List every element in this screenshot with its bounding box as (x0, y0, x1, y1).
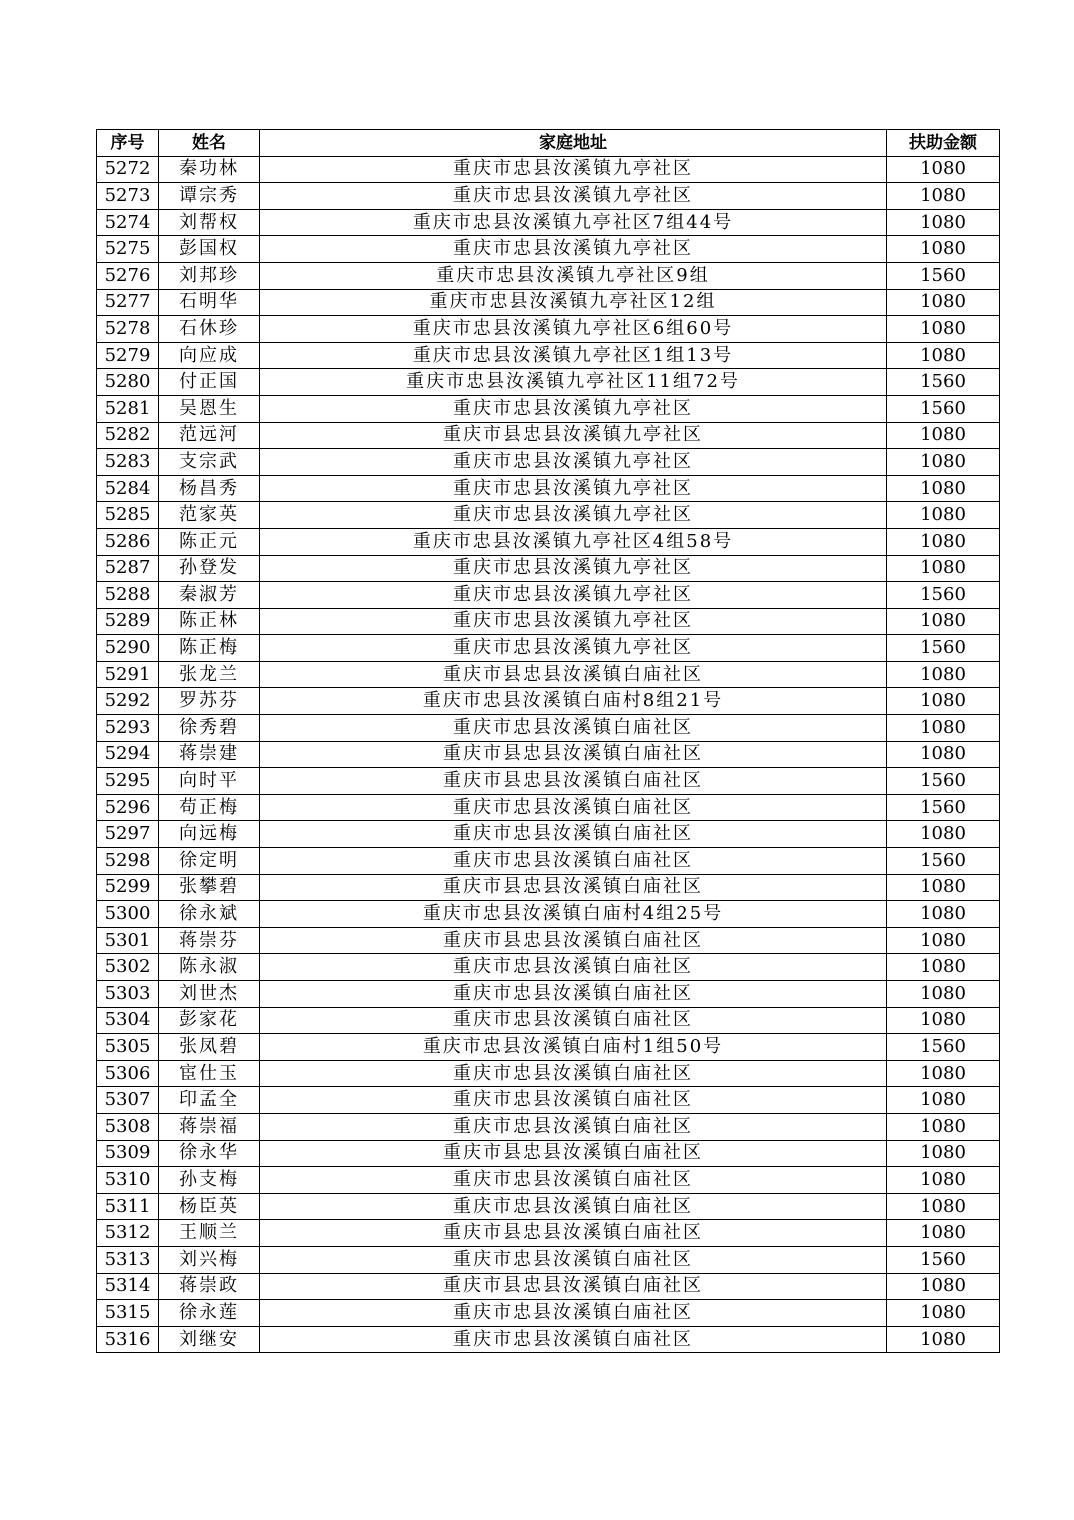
table-body (97, 156, 1000, 1353)
table-row (97, 1113, 1000, 1140)
amount-cell: 1080 (887, 502, 1000, 529)
name-cell: 蒋崇福 (159, 1113, 260, 1140)
serial-number-cell: 5302 (97, 954, 159, 981)
serial-number-cell: 5305 (97, 1034, 159, 1061)
name-cell: 付正国 (159, 369, 260, 396)
amount-cell: 1080 (887, 528, 1000, 555)
name-cell: 孙登发 (159, 555, 260, 582)
serial-number-cell: 5313 (97, 1246, 159, 1273)
amount-cell: 1080 (887, 1140, 1000, 1167)
amount-cell: 1560 (887, 262, 1000, 289)
name-cell: 陈永淑 (159, 954, 260, 981)
name-cell: 石休珍 (159, 316, 260, 343)
address-cell: 重庆市县忠县汝溪镇白庙社区 (260, 741, 887, 768)
table-row (97, 209, 1000, 236)
amount-cell: 1080 (887, 608, 1000, 635)
name-cell: 秦淑芳 (159, 582, 260, 609)
name-cell: 徐永华 (159, 1140, 260, 1167)
serial-number-cell: 5296 (97, 794, 159, 821)
name-cell: 徐秀碧 (159, 715, 260, 742)
amount-cell: 1080 (887, 1007, 1000, 1034)
address-cell: 重庆市忠县汝溪镇九亭社区12组 (260, 289, 887, 316)
assistance-table (96, 129, 1000, 1353)
name-cell: 吴恩生 (159, 395, 260, 422)
amount-cell: 1080 (887, 475, 1000, 502)
table-row (97, 715, 1000, 742)
address-cell: 重庆市忠县汝溪镇白庙社区 (260, 1007, 887, 1034)
address-cell: 重庆市忠县汝溪镇白庙社区 (260, 1060, 887, 1087)
table-row (97, 874, 1000, 901)
address-cell: 重庆市忠县汝溪镇九亭社区 (260, 608, 887, 635)
table-row (97, 342, 1000, 369)
address-cell: 重庆市忠县汝溪镇九亭社区 (260, 635, 887, 662)
amount-cell: 1080 (887, 1220, 1000, 1247)
name-cell: 陈正梅 (159, 635, 260, 662)
address-cell: 重庆市忠县汝溪镇白庙社区 (260, 1326, 887, 1353)
table-row (97, 528, 1000, 555)
serial-number-cell: 5304 (97, 1007, 159, 1034)
serial-number-cell: 5309 (97, 1140, 159, 1167)
amount-cell: 1080 (887, 1087, 1000, 1114)
name-cell: 陈正元 (159, 528, 260, 555)
address-cell: 重庆市县忠县汝溪镇白庙社区 (260, 927, 887, 954)
table-row (97, 608, 1000, 635)
amount-cell: 1080 (887, 183, 1000, 210)
serial-number-cell: 5282 (97, 422, 159, 449)
name-cell: 谭宗秀 (159, 183, 260, 210)
serial-number-cell: 5311 (97, 1193, 159, 1220)
table-row (97, 1167, 1000, 1194)
name-cell: 向应成 (159, 342, 260, 369)
name-cell: 王顺兰 (159, 1220, 260, 1247)
serial-number-cell: 5288 (97, 582, 159, 609)
name-cell: 刘兴梅 (159, 1246, 260, 1273)
address-cell: 重庆市忠县汝溪镇九亭社区 (260, 236, 887, 263)
name-cell: 向时平 (159, 768, 260, 795)
table-row (97, 688, 1000, 715)
amount-cell: 1080 (887, 342, 1000, 369)
name-cell: 孙支梅 (159, 1167, 260, 1194)
serial-number-cell: 5310 (97, 1167, 159, 1194)
name-cell: 刘帮权 (159, 209, 260, 236)
address-cell: 重庆市忠县汝溪镇九亭社区 (260, 156, 887, 183)
serial-number-cell: 5280 (97, 369, 159, 396)
table-row (97, 1300, 1000, 1327)
address-cell: 重庆市忠县汝溪镇白庙社区 (260, 821, 887, 848)
name-cell: 支宗武 (159, 449, 260, 476)
table-row (97, 901, 1000, 928)
name-cell: 范家英 (159, 502, 260, 529)
address-cell: 重庆市忠县汝溪镇九亭社区6组60号 (260, 316, 887, 343)
table-row (97, 156, 1000, 183)
address-cell: 重庆市忠县汝溪镇白庙村4组25号 (260, 901, 887, 928)
address-cell: 重庆市县忠县汝溪镇白庙社区 (260, 1220, 887, 1247)
amount-cell: 1080 (887, 927, 1000, 954)
address-cell: 重庆市忠县汝溪镇九亭社区9组 (260, 262, 887, 289)
table-row (97, 316, 1000, 343)
serial-number-cell: 5303 (97, 981, 159, 1008)
name-cell: 向远梅 (159, 821, 260, 848)
table-row (97, 369, 1000, 396)
amount-cell: 1560 (887, 768, 1000, 795)
address-cell: 重庆市忠县汝溪镇白庙社区 (260, 1246, 887, 1273)
serial-number-cell: 5277 (97, 289, 159, 316)
amount-cell: 1080 (887, 1113, 1000, 1140)
name-cell: 宦仕玉 (159, 1060, 260, 1087)
table-row (97, 661, 1000, 688)
serial-number-cell: 5307 (97, 1087, 159, 1114)
serial-number-cell: 5298 (97, 848, 159, 875)
address-cell: 重庆市忠县汝溪镇白庙社区 (260, 981, 887, 1008)
serial-number-cell: 5294 (97, 741, 159, 768)
table-row (97, 741, 1000, 768)
serial-number-cell: 5274 (97, 209, 159, 236)
amount-cell: 1080 (887, 422, 1000, 449)
address-cell: 重庆市县忠县汝溪镇白庙社区 (260, 1273, 887, 1300)
table-row (97, 954, 1000, 981)
serial-number-cell: 5308 (97, 1113, 159, 1140)
address-cell: 重庆市忠县汝溪镇九亭社区 (260, 183, 887, 210)
address-cell: 重庆市忠县汝溪镇白庙社区 (260, 715, 887, 742)
name-cell: 彭家花 (159, 1007, 260, 1034)
serial-number-cell: 5285 (97, 502, 159, 529)
serial-number-cell: 5279 (97, 342, 159, 369)
serial-number-cell: 5292 (97, 688, 159, 715)
name-cell: 彭国权 (159, 236, 260, 263)
header-home-address: 家庭地址 (260, 130, 887, 157)
name-cell: 刘邦珍 (159, 262, 260, 289)
table-row (97, 1273, 1000, 1300)
name-cell: 石明华 (159, 289, 260, 316)
table-row (97, 1140, 1000, 1167)
serial-number-cell: 5314 (97, 1273, 159, 1300)
address-cell: 重庆市忠县汝溪镇九亭社区1组13号 (260, 342, 887, 369)
serial-number-cell: 5289 (97, 608, 159, 635)
serial-number-cell: 5299 (97, 874, 159, 901)
amount-cell: 1560 (887, 582, 1000, 609)
serial-number-cell: 5315 (97, 1300, 159, 1327)
address-cell: 重庆市忠县汝溪镇白庙社区 (260, 1167, 887, 1194)
serial-number-cell: 5276 (97, 262, 159, 289)
name-cell: 印孟全 (159, 1087, 260, 1114)
address-cell: 重庆市县忠县汝溪镇白庙社区 (260, 874, 887, 901)
amount-cell: 1560 (887, 1034, 1000, 1061)
address-cell: 重庆市忠县汝溪镇白庙社区 (260, 1300, 887, 1327)
serial-number-cell: 5273 (97, 183, 159, 210)
serial-number-cell: 5272 (97, 156, 159, 183)
address-cell: 重庆市忠县汝溪镇白庙社区 (260, 954, 887, 981)
table-row (97, 794, 1000, 821)
serial-number-cell: 5293 (97, 715, 159, 742)
amount-cell: 1560 (887, 395, 1000, 422)
name-cell: 张凤碧 (159, 1034, 260, 1061)
name-cell: 陈正林 (159, 608, 260, 635)
serial-number-cell: 5300 (97, 901, 159, 928)
table-row (97, 1034, 1000, 1061)
amount-cell: 1080 (887, 981, 1000, 1008)
amount-cell: 1080 (887, 1326, 1000, 1353)
amount-cell: 1080 (887, 954, 1000, 981)
table-row (97, 1087, 1000, 1114)
address-cell: 重庆市忠县汝溪镇九亭社区 (260, 475, 887, 502)
serial-number-cell: 5316 (97, 1326, 159, 1353)
amount-cell: 1080 (887, 156, 1000, 183)
amount-cell: 1560 (887, 794, 1000, 821)
table-row (97, 395, 1000, 422)
amount-cell: 1080 (887, 901, 1000, 928)
amount-cell: 1080 (887, 209, 1000, 236)
name-cell: 苟正梅 (159, 794, 260, 821)
table-row (97, 289, 1000, 316)
serial-number-cell: 5281 (97, 395, 159, 422)
address-cell: 重庆市忠县汝溪镇白庙村8组21号 (260, 688, 887, 715)
address-cell: 重庆市忠县汝溪镇白庙社区 (260, 794, 887, 821)
name-cell: 张攀碧 (159, 874, 260, 901)
amount-cell: 1560 (887, 848, 1000, 875)
header-serial-number: 序号 (97, 130, 159, 157)
name-cell: 蒋崇芬 (159, 927, 260, 954)
address-cell: 重庆市忠县汝溪镇九亭社区 (260, 395, 887, 422)
amount-cell: 1080 (887, 688, 1000, 715)
amount-cell: 1080 (887, 821, 1000, 848)
name-cell: 杨臣英 (159, 1193, 260, 1220)
amount-cell: 1560 (887, 635, 1000, 662)
serial-number-cell: 5278 (97, 316, 159, 343)
table-row (97, 1060, 1000, 1087)
amount-cell: 1080 (887, 289, 1000, 316)
name-cell: 范远河 (159, 422, 260, 449)
address-cell: 重庆市忠县汝溪镇白庙社区 (260, 1193, 887, 1220)
amount-cell: 1080 (887, 1193, 1000, 1220)
amount-cell: 1080 (887, 555, 1000, 582)
address-cell: 重庆市忠县汝溪镇九亭社区 (260, 502, 887, 529)
amount-cell: 1080 (887, 316, 1000, 343)
address-cell: 重庆市忠县汝溪镇九亭社区7组44号 (260, 209, 887, 236)
address-cell: 重庆市忠县汝溪镇九亭社区 (260, 582, 887, 609)
serial-number-cell: 5312 (97, 1220, 159, 1247)
address-cell: 重庆市忠县汝溪镇九亭社区4组58号 (260, 528, 887, 555)
name-cell: 徐永斌 (159, 901, 260, 928)
serial-number-cell: 5290 (97, 635, 159, 662)
amount-cell: 1080 (887, 661, 1000, 688)
amount-cell: 1560 (887, 1246, 1000, 1273)
table-header-row (97, 130, 1000, 157)
serial-number-cell: 5284 (97, 475, 159, 502)
table-row (97, 848, 1000, 875)
name-cell: 刘世杰 (159, 981, 260, 1008)
address-cell: 重庆市忠县汝溪镇九亭社区11组72号 (260, 369, 887, 396)
serial-number-cell: 5283 (97, 449, 159, 476)
serial-number-cell: 5291 (97, 661, 159, 688)
header-name: 姓名 (159, 130, 260, 157)
amount-cell: 1080 (887, 1273, 1000, 1300)
address-cell: 重庆市县忠县汝溪镇白庙社区 (260, 768, 887, 795)
table-row (97, 1326, 1000, 1353)
table-row (97, 1007, 1000, 1034)
name-cell: 徐定明 (159, 848, 260, 875)
name-cell: 张龙兰 (159, 661, 260, 688)
table-row (97, 502, 1000, 529)
amount-cell: 1080 (887, 1060, 1000, 1087)
amount-cell: 1560 (887, 369, 1000, 396)
address-cell: 重庆市忠县汝溪镇九亭社区 (260, 449, 887, 476)
table-row (97, 555, 1000, 582)
table-row (97, 449, 1000, 476)
name-cell: 杨昌秀 (159, 475, 260, 502)
serial-number-cell: 5287 (97, 555, 159, 582)
address-cell: 重庆市忠县汝溪镇白庙社区 (260, 1087, 887, 1114)
table-row (97, 1220, 1000, 1247)
table-row (97, 475, 1000, 502)
table-row (97, 981, 1000, 1008)
amount-cell: 1080 (887, 715, 1000, 742)
amount-cell: 1080 (887, 1167, 1000, 1194)
address-cell: 重庆市忠县汝溪镇白庙社区 (260, 1113, 887, 1140)
serial-number-cell: 5295 (97, 768, 159, 795)
header-assistance-amount: 扶助金额 (887, 130, 1000, 157)
table-row (97, 635, 1000, 662)
amount-cell: 1080 (887, 1300, 1000, 1327)
serial-number-cell: 5286 (97, 528, 159, 555)
table-row (97, 582, 1000, 609)
serial-number-cell: 5297 (97, 821, 159, 848)
address-cell: 重庆市忠县汝溪镇白庙社区 (260, 848, 887, 875)
amount-cell: 1080 (887, 741, 1000, 768)
serial-number-cell: 5275 (97, 236, 159, 263)
name-cell: 刘继安 (159, 1326, 260, 1353)
name-cell: 罗苏芬 (159, 688, 260, 715)
table-row (97, 1193, 1000, 1220)
name-cell: 秦功林 (159, 156, 260, 183)
address-cell: 重庆市忠县汝溪镇九亭社区 (260, 555, 887, 582)
address-cell: 重庆市忠县汝溪镇白庙村1组50号 (260, 1034, 887, 1061)
name-cell: 徐永莲 (159, 1300, 260, 1327)
amount-cell: 1080 (887, 449, 1000, 476)
table-row (97, 262, 1000, 289)
address-cell: 重庆市县忠县汝溪镇白庙社区 (260, 661, 887, 688)
amount-cell: 1080 (887, 236, 1000, 263)
name-cell: 蒋崇政 (159, 1273, 260, 1300)
serial-number-cell: 5306 (97, 1060, 159, 1087)
address-cell: 重庆市县忠县汝溪镇九亭社区 (260, 422, 887, 449)
table-row (97, 927, 1000, 954)
table-row (97, 1246, 1000, 1273)
name-cell: 蒋崇建 (159, 741, 260, 768)
address-cell: 重庆市县忠县汝溪镇白庙社区 (260, 1140, 887, 1167)
table-row (97, 422, 1000, 449)
table-row (97, 183, 1000, 210)
amount-cell: 1080 (887, 874, 1000, 901)
table-row (97, 236, 1000, 263)
table-row (97, 821, 1000, 848)
serial-number-cell: 5301 (97, 927, 159, 954)
table-row (97, 768, 1000, 795)
